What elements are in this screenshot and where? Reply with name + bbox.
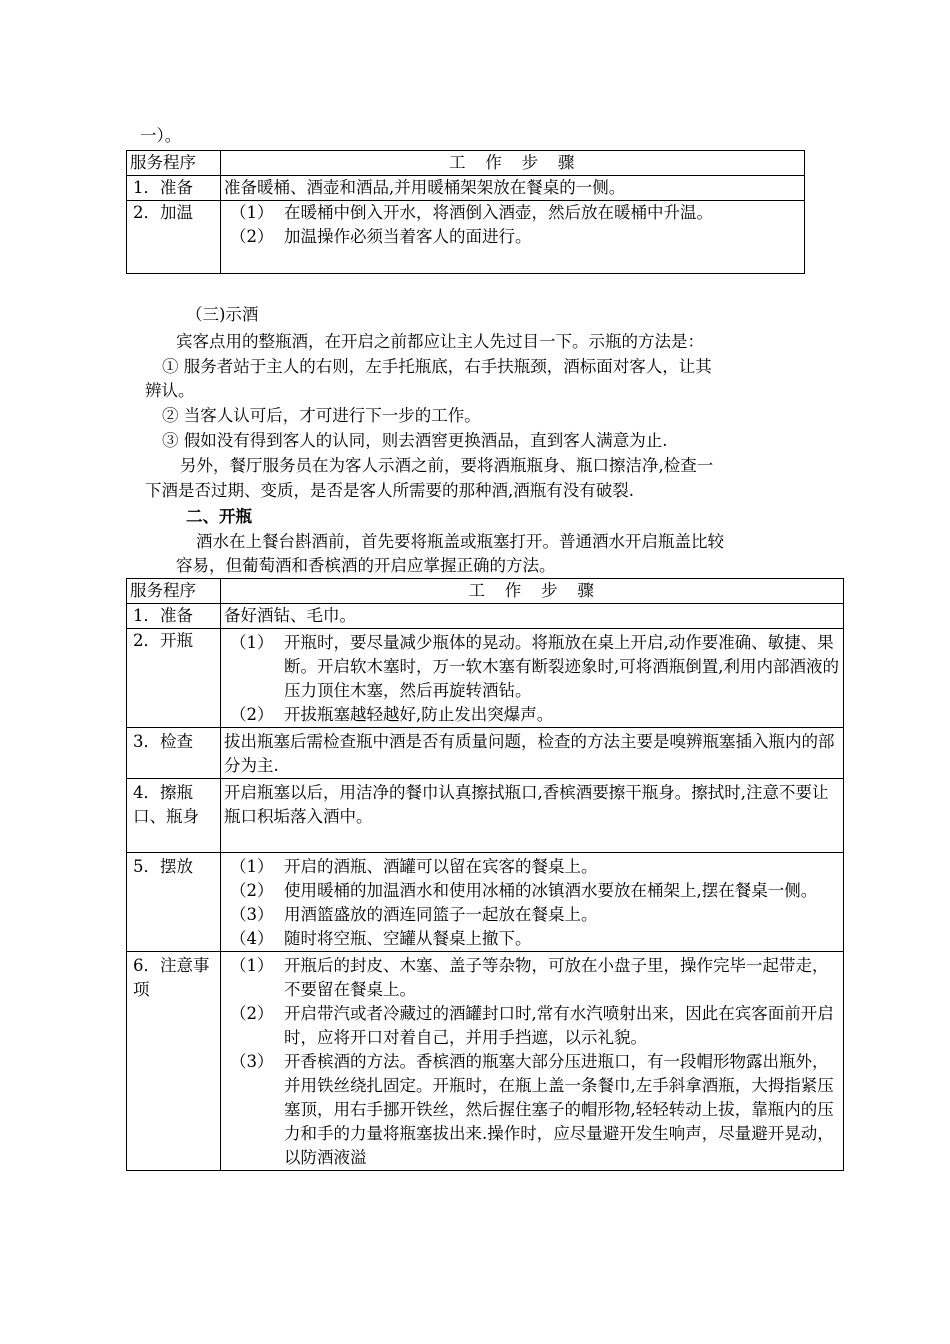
table-row [127, 176, 805, 201]
step-subitems [221, 201, 805, 274]
sub-item-text: 开瓶后的封皮、木塞、盖子等杂物，可放在小盘子里，操作完毕一起带走，不要留在餐桌上。 [284, 956, 829, 999]
step-subitems [221, 629, 844, 728]
table-header-row [127, 151, 805, 176]
section-heading-show-wine: （三)示酒 [186, 305, 259, 324]
sub-item-number: （2） [230, 881, 274, 900]
table-row [127, 853, 844, 952]
sub-item-number: （3） [230, 905, 274, 924]
paragraph-open-intro-cont: 容易，但葡萄酒和香槟酒的开启应掌握正确的方法。 [176, 556, 556, 575]
step-text: 拔出瓶塞后需检查瓶中酒是否有质量问题，检查的方法主要是嗅辨瓶塞插入瓶内的部分为主. [221, 728, 844, 779]
sub-item-text: 加温操作必须当着客人的面进行。 [284, 227, 532, 246]
paragraph-open-intro: 酒水在上餐台斟酒前，首先要将瓶盖或瓶塞打开。普通酒水开启瓶盖比较 [196, 532, 724, 551]
table-row [127, 604, 844, 629]
step-subitems [221, 853, 844, 952]
sub-item-number: （1） [230, 203, 274, 222]
step-name: 1．准备 [127, 604, 221, 629]
sub-item-number: （1） [230, 633, 274, 652]
sub-item-number: （2） [230, 1004, 274, 1023]
header-steps: 工 作 步 骤 [221, 579, 844, 604]
step-name: 1．准备 [127, 176, 221, 201]
service-table-opening [126, 578, 844, 1171]
sub-item [224, 1002, 840, 1050]
step-name: 2．开瓶 [127, 629, 221, 728]
table-row [127, 952, 844, 1171]
header-procedure: 服务程序 [127, 151, 221, 176]
sub-item [224, 1050, 840, 1170]
fragment-top: 一）。 [140, 126, 182, 145]
step-text: 准备暖桶、酒壶和酒品,并用暖桶架架放在餐桌的一侧。 [221, 176, 805, 201]
step-name: 4．擦瓶口、瓶身 [127, 779, 221, 853]
step-name: 2．加温 [127, 201, 221, 274]
sub-item-number: （1） [230, 956, 274, 975]
step-name: 5．摆放 [127, 853, 221, 952]
sub-item-text: 用酒篮盛放的酒连同篮子一起放在餐桌上。 [284, 905, 598, 924]
sub-item-number: （1） [230, 857, 274, 876]
sub-item [224, 954, 840, 1002]
list-item-3: ③ 假如没有得到客人的认同，则去酒窖更换酒品，直到客人满意为止. [162, 431, 668, 450]
table-row [127, 779, 844, 853]
sub-item-number: （3） [230, 1052, 274, 1071]
paragraph-extra: 另外，餐厅服务员在为客人示酒之前，要将酒瓶瓶身、瓶口擦洁净,检查一 [180, 456, 714, 475]
sub-item [224, 225, 801, 249]
table-row [127, 629, 844, 728]
header-procedure: 服务程序 [127, 579, 221, 604]
step-text: 开启瓶塞以后，用洁净的餐巾认真擦拭瓶口,香槟酒要擦干瓶身。擦拭时,注意不要让瓶口积垢落入酒中。 [221, 779, 844, 853]
step-name: 3．检查 [127, 728, 221, 779]
table-row [127, 201, 805, 274]
paragraph-extra-cont: 下酒是否过期、变质，是否是客人所需要的那种酒,酒瓶有没有破裂. [145, 481, 634, 500]
table-row [127, 728, 844, 779]
sub-item-text: 开拔瓶塞越轻越好,防止发出突爆声。 [284, 705, 554, 724]
sub-item [224, 903, 840, 927]
sub-item-text: 开启带汽或者冷藏过的酒罐封口时,常有水汽喷射出来，因此在宾客面前开启时，应将开口对着自己，并用手挡遮，以示礼貌。 [284, 1004, 834, 1047]
list-item-2: ② 当客人认可后，才可进行下一步的工作。 [162, 406, 481, 425]
step-text: 备好酒钻、毛巾。 [221, 604, 844, 629]
sub-item-text: 开瓶时，要尽量减少瓶体的晃动。将瓶放在桌上开启,动作要准确、敏捷、果断。开启软木塞时，万一软木塞有断裂迹象时,可将酒瓶倒置,利用内部酒液的压力顶住木塞，然后再旋转酒钻。 [284, 633, 839, 700]
sub-item-number: （4） [230, 929, 274, 948]
sub-item-text: 在暖桶中倒入开水，将酒倒入酒壶，然后放在暖桶中升温。 [284, 203, 713, 222]
section-heading-open-bottle: 二、开瓶 [186, 507, 252, 526]
sub-item [224, 631, 840, 703]
table-header-row [127, 579, 844, 604]
list-item-1: ① 服务者站于主人的右则，左手托瓶底，右手扶瓶颈，酒标面对客人，让其 [162, 357, 712, 376]
header-steps: 工 作 步 骤 [221, 151, 805, 176]
paragraph-intro: 宾客点用的整瓶酒，在开启之前都应让主人先过目一下。示瓶的方法是： [176, 332, 704, 351]
sub-item-number: （2） [230, 227, 274, 246]
sub-item [224, 879, 840, 903]
step-subitems [221, 952, 844, 1171]
sub-item-text: 开启的酒瓶、酒罐可以留在宾客的餐桌上。 [284, 857, 598, 876]
step-name: 6．注意事项 [127, 952, 221, 1171]
sub-item [224, 927, 840, 951]
list-item-1-cont: 辨认。 [145, 381, 195, 400]
service-table-warming [126, 150, 805, 274]
sub-item-number: （2） [230, 705, 274, 724]
sub-item [224, 855, 840, 879]
sub-item [224, 201, 801, 225]
sub-item [224, 703, 840, 727]
sub-item-text: 随时将空瓶、空罐从餐桌上撤下。 [284, 929, 532, 948]
sub-item-text: 开香槟酒的方法。香槟酒的瓶塞大部分压进瓶口，有一段帽形物露出瓶外，并用铁丝绕扎固定。开瓶时，在瓶上盖一条餐巾,左手斜拿酒瓶，大拇指紧压塞顶，用右手挪开铁丝，然后握住塞子的帽形物,轻轻转动上拔，靠瓶内的压力和手的力量将瓶塞拔出来.操作时，应尽量避开发生响声，尽量避开晃动，以防酒液溢 [284, 1052, 834, 1167]
sub-item-text: 使用暖桶的加温酒水和使用冰桶的冰镇酒水要放在桶架上,摆在餐桌一侧。 [284, 881, 818, 900]
